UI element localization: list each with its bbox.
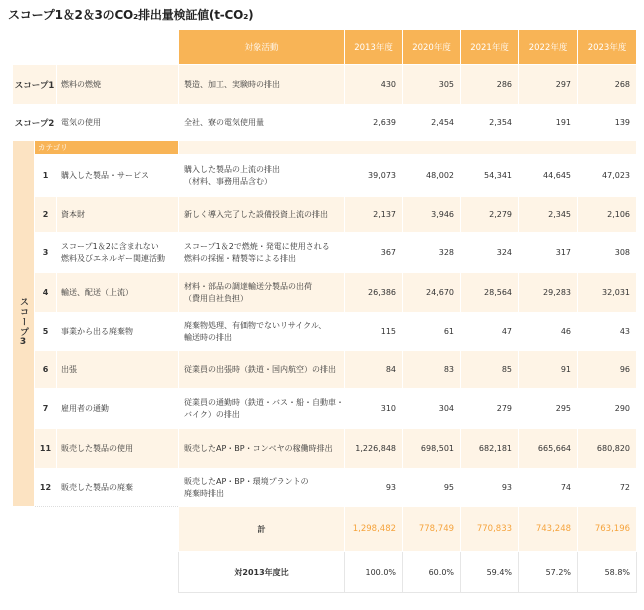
activity-description: 従業員の出張時（鉄道・国内航空）の排出 — [179, 351, 345, 389]
emission-value: 665,664 — [519, 429, 578, 469]
category-name: 雇用者の通勤 — [57, 389, 179, 429]
blank-cell — [13, 507, 179, 552]
emissions-table — [12, 29, 637, 593]
emission-value: 85 — [461, 351, 519, 389]
scope3-label-text: スコープ3 — [18, 297, 28, 348]
emission-value: 93 — [461, 469, 519, 507]
total-value: 778,749 — [403, 507, 461, 552]
category-name: 購入した製品・サービス — [57, 155, 179, 197]
scope3-category-header-row — [13, 141, 637, 155]
category-number: 2 — [35, 197, 57, 233]
emission-value: 2,639 — [345, 105, 403, 141]
scope3-row — [13, 389, 637, 429]
emission-value: 304 — [403, 389, 461, 429]
year-header: 2022年度 — [519, 30, 578, 65]
activity-description: 廃棄物処理、有価物でないリサイクル、 輸送時の排出 — [179, 313, 345, 351]
ratio-value: 60.0% — [403, 552, 461, 593]
scope3-row — [13, 469, 637, 507]
emission-value: 95 — [403, 469, 461, 507]
scope1-row — [13, 65, 637, 105]
emission-value: 47,023 — [578, 155, 637, 197]
emission-value: 682,181 — [461, 429, 519, 469]
emission-value: 268 — [578, 65, 637, 105]
activity-description: 材料・部品の調達輸送分製品の出荷 （費用自社負担） — [179, 273, 345, 313]
emission-value: 72 — [578, 469, 637, 507]
scope1-label: スコープ1 — [13, 65, 57, 105]
emission-value: 28,564 — [461, 273, 519, 313]
emission-value: 2,279 — [461, 197, 519, 233]
scope3-row — [13, 273, 637, 313]
category-header-fill — [179, 141, 637, 155]
total-value: 770,833 — [461, 507, 519, 552]
year-header: 2021年度 — [461, 30, 519, 65]
emission-value: 324 — [461, 233, 519, 273]
scope3-row — [13, 351, 637, 389]
emission-value: 32,031 — [578, 273, 637, 313]
emission-value: 295 — [519, 389, 578, 429]
emission-value: 39,073 — [345, 155, 403, 197]
category-number: 3 — [35, 233, 57, 273]
ratio-value: 100.0% — [345, 552, 403, 593]
scope3-row — [13, 197, 637, 233]
total-row — [13, 507, 637, 552]
emission-value: 43 — [578, 313, 637, 351]
emission-value: 139 — [578, 105, 637, 141]
emission-value: 279 — [461, 389, 519, 429]
emission-value: 680,820 — [578, 429, 637, 469]
emission-value: 91 — [519, 351, 578, 389]
emission-value: 2,137 — [345, 197, 403, 233]
ratio-row — [13, 552, 637, 593]
emission-value: 317 — [519, 233, 578, 273]
category-name: 電気の使用 — [57, 105, 179, 141]
category-name: 販売した製品の使用 — [57, 429, 179, 469]
total-value: 763,196 — [578, 507, 637, 552]
category-name: 事業から出る廃棄物 — [57, 313, 179, 351]
ratio-value: 59.4% — [461, 552, 519, 593]
scope3-row — [13, 313, 637, 351]
emission-value: 286 — [461, 65, 519, 105]
scope3-row — [13, 429, 637, 469]
emission-value: 61 — [403, 313, 461, 351]
year-header: 2023年度 — [578, 30, 637, 65]
category-number: 5 — [35, 313, 57, 351]
category-name: 燃料の燃焼 — [57, 65, 179, 105]
emission-value: 2,354 — [461, 105, 519, 141]
emission-value: 84 — [345, 351, 403, 389]
emission-value: 29,283 — [519, 273, 578, 313]
ratio-value: 57.2% — [519, 552, 578, 593]
emission-value: 93 — [345, 469, 403, 507]
total-value: 1,298,482 — [345, 507, 403, 552]
emission-value: 308 — [578, 233, 637, 273]
emission-value: 46 — [519, 313, 578, 351]
category-number: 12 — [35, 469, 57, 507]
year-header: 2013年度 — [345, 30, 403, 65]
activity-description: 新しく導入完了した設備投資上流の排出 — [179, 197, 345, 233]
emission-value: 44,645 — [519, 155, 578, 197]
category-name: スコープ1＆2に含まれない 燃料及びエネルギー関連活動 — [57, 233, 179, 273]
year-header: 2020年度 — [403, 30, 461, 65]
emission-value: 83 — [403, 351, 461, 389]
emission-value: 3,946 — [403, 197, 461, 233]
emission-value: 1,226,848 — [345, 429, 403, 469]
emission-value: 47 — [461, 313, 519, 351]
activity-description: 販売したAP・BP・環境プラントの 廃棄時排出 — [179, 469, 345, 507]
emission-value: 96 — [578, 351, 637, 389]
emission-value: 2,345 — [519, 197, 578, 233]
activity-description: 製造、加工、実験時の排出 — [179, 65, 345, 105]
blank-cell — [13, 552, 179, 593]
activity-description: 従業員の通勤時（鉄道・バス・船・自動車・ バイク）の排出 — [179, 389, 345, 429]
scope2-row — [13, 105, 637, 141]
activity-description: スコープ1＆2で燃焼・発電に使用される 燃料の採掘・精製等による排出 — [179, 233, 345, 273]
ratio-label: 対2013年度比 — [179, 552, 345, 593]
category-name: 輸送、配送（上流） — [57, 273, 179, 313]
emission-value: 48,002 — [403, 155, 461, 197]
total-value: 743,248 — [519, 507, 578, 552]
category-number: 11 — [35, 429, 57, 469]
emission-value: 2,106 — [578, 197, 637, 233]
emission-value: 26,386 — [345, 273, 403, 313]
scope3-label — [13, 141, 35, 507]
category-name: 出張 — [57, 351, 179, 389]
target-activity-header: 対象活動 — [179, 30, 345, 65]
emission-value: 430 — [345, 65, 403, 105]
emission-value: 290 — [578, 389, 637, 429]
scope3-row — [13, 233, 637, 273]
emission-value: 328 — [403, 233, 461, 273]
emission-value: 305 — [403, 65, 461, 105]
activity-description: 全社、寮の電気使用量 — [179, 105, 345, 141]
emission-value: 2,454 — [403, 105, 461, 141]
scope2-label: スコープ2 — [13, 105, 57, 141]
emission-value: 24,670 — [403, 273, 461, 313]
category-name: 販売した製品の廃棄 — [57, 469, 179, 507]
category-number: 4 — [35, 273, 57, 313]
emission-value: 367 — [345, 233, 403, 273]
scope3-row — [13, 155, 637, 197]
header-row — [13, 30, 637, 65]
activity-description: 販売したAP・BP・コンベヤの稼働時排出 — [179, 429, 345, 469]
activity-description: 購入した製品の上流の排出 （材料、事務用品含む） — [179, 155, 345, 197]
emission-value: 191 — [519, 105, 578, 141]
emission-value: 698,501 — [403, 429, 461, 469]
emission-value: 54,341 — [461, 155, 519, 197]
emission-value: 297 — [519, 65, 578, 105]
emission-value: 74 — [519, 469, 578, 507]
emission-value: 115 — [345, 313, 403, 351]
category-number: 1 — [35, 155, 57, 197]
ratio-value: 58.8% — [578, 552, 637, 593]
category-name: 資本財 — [57, 197, 179, 233]
category-header: カテゴリ — [35, 141, 179, 155]
category-number: 6 — [35, 351, 57, 389]
page-title: スコープ1＆2＆3のCO₂排出量検証値(t-CO₂) — [8, 8, 254, 22]
category-number: 7 — [35, 389, 57, 429]
total-label: 計 — [179, 507, 345, 552]
emission-value: 310 — [345, 389, 403, 429]
